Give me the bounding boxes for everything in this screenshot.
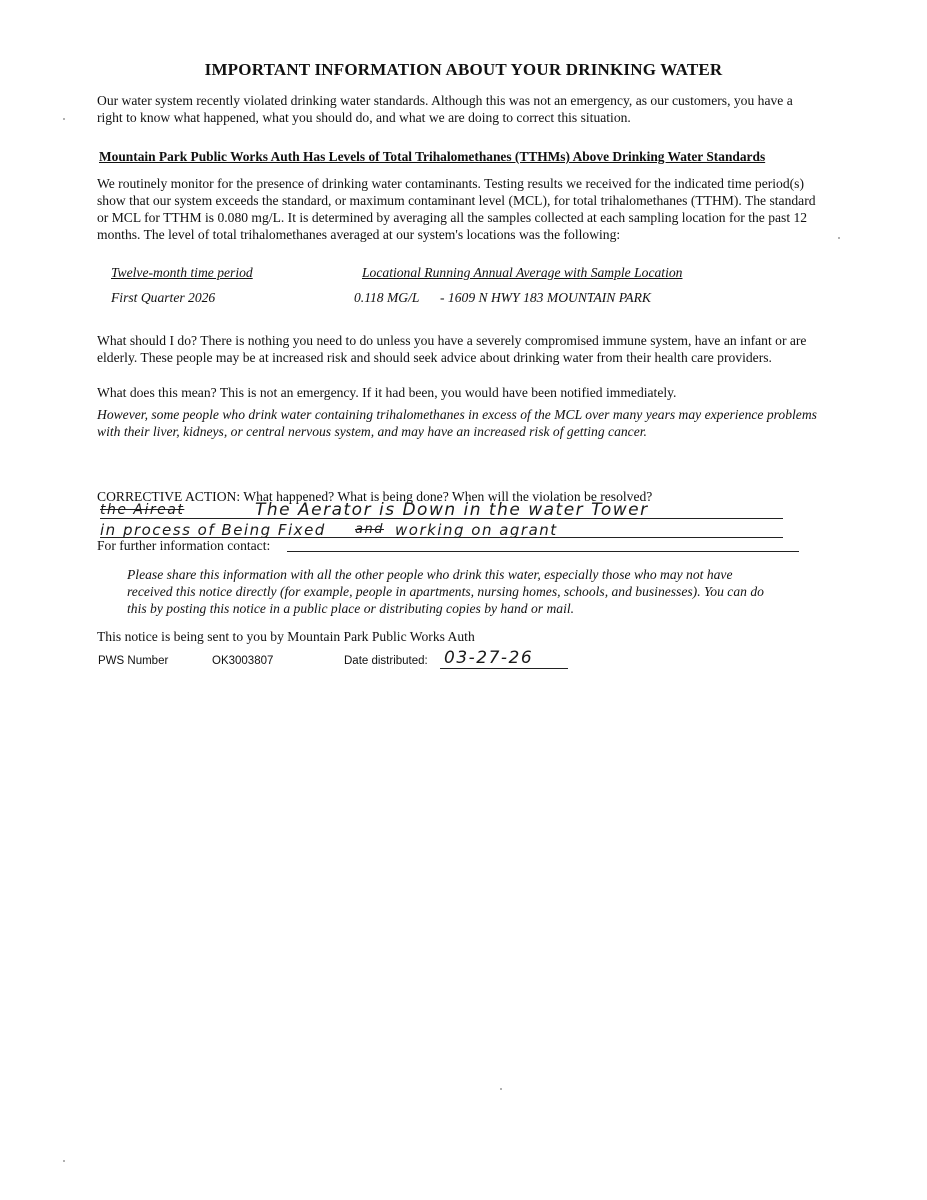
handwritten-line-2b: working on agrant	[395, 521, 558, 539]
result-location: - 1609 N HWY 183 MOUNTAIN PARK	[440, 290, 651, 305]
what-to-do-paragraph: What should I do? There is nothing you need to do unless you have a severely compromised immune system, have an infant or are elderly. These people may be at increased risk and should seek advice about drinking water from their health care providers.	[97, 333, 807, 365]
pws-number: OK3003807	[212, 655, 274, 667]
scan-speck	[500, 1088, 502, 1090]
period-column-header: Twelve-month time period	[111, 265, 253, 280]
contact-line	[287, 551, 799, 552]
intro-paragraph: Our water system recently violated drinking water standards. Although this was not an emergency, as our customers, you have a right to know what happened, what you should do, and what we are doing to correct this situation.	[97, 93, 793, 125]
date-distributed-label: Date distributed:	[344, 655, 428, 667]
corrective-action-label: CORRECTIVE ACTION: What happened? What is being done? When will the violation be resolved?	[97, 489, 653, 504]
health-effects-paragraph: However, some people who drink water containing trihalomethanes in excess of the MCL over many years may experience problems with their liver, kidneys, or central nervous system, and may have an increased risk of getting cancer.	[97, 407, 817, 439]
contact-label: For further information contact:	[97, 538, 271, 553]
monitoring-paragraph: We routinely monitor for the presence of drinking water contaminants. Testing results we received for the indicated time period(s) show that our system exceeds the standard, or maximum contaminant level (MCL), for total trihalomethanes (TTHM). The standard or MCL for TTHM is 0.080 mg/L. It is determined by averaging all the samples collected at each sampling location for the past 12 months. The level of total trihalomethanes averaged at our system's locations was the following:	[97, 176, 816, 242]
date-line	[440, 668, 568, 669]
handwritten-line-2a: in process of Being Fixed	[100, 521, 326, 539]
corrective-line-1	[100, 518, 783, 519]
result-period: First Quarter 2026	[111, 290, 216, 305]
date-distributed-value: 03-27-26	[444, 648, 534, 668]
scan-speck	[63, 118, 65, 120]
pws-label: PWS Number	[98, 655, 169, 667]
handwritten-struck-word: the Aireat	[100, 502, 185, 518]
average-column-header: Locational Running Annual Average with Sample Location	[362, 265, 683, 280]
violation-heading: Mountain Park Public Works Auth Has Levels of Total Trihalomethanes (TTHMs) Above Drinking Water Standards	[99, 149, 766, 164]
scan-speck	[838, 237, 840, 239]
result-value: 0.118 MG/L	[354, 290, 420, 305]
handwritten-struck-word-2: and	[355, 522, 384, 537]
scan-speck	[63, 1160, 65, 1162]
handwritten-line-1: The Aerator is Down in the water Tower	[255, 500, 649, 520]
page-title: IMPORTANT INFORMATION ABOUT YOUR DRINKING WATER	[204, 60, 723, 79]
sent-by-text: This notice is being sent to you by Mountain Park Public Works Auth	[97, 629, 475, 644]
what-it-means-paragraph: What does this mean? This is not an emergency. If it had been, you would have been notified immediately.	[97, 385, 677, 400]
share-notice-paragraph: Please share this information with all the other people who drink this water, especially those who may not have received this notice directly (for example, people in apartments, nursing homes, schools, and businesses). You can do this by posting this notice in a public place or distributing copies by hand or mail.	[127, 567, 764, 616]
